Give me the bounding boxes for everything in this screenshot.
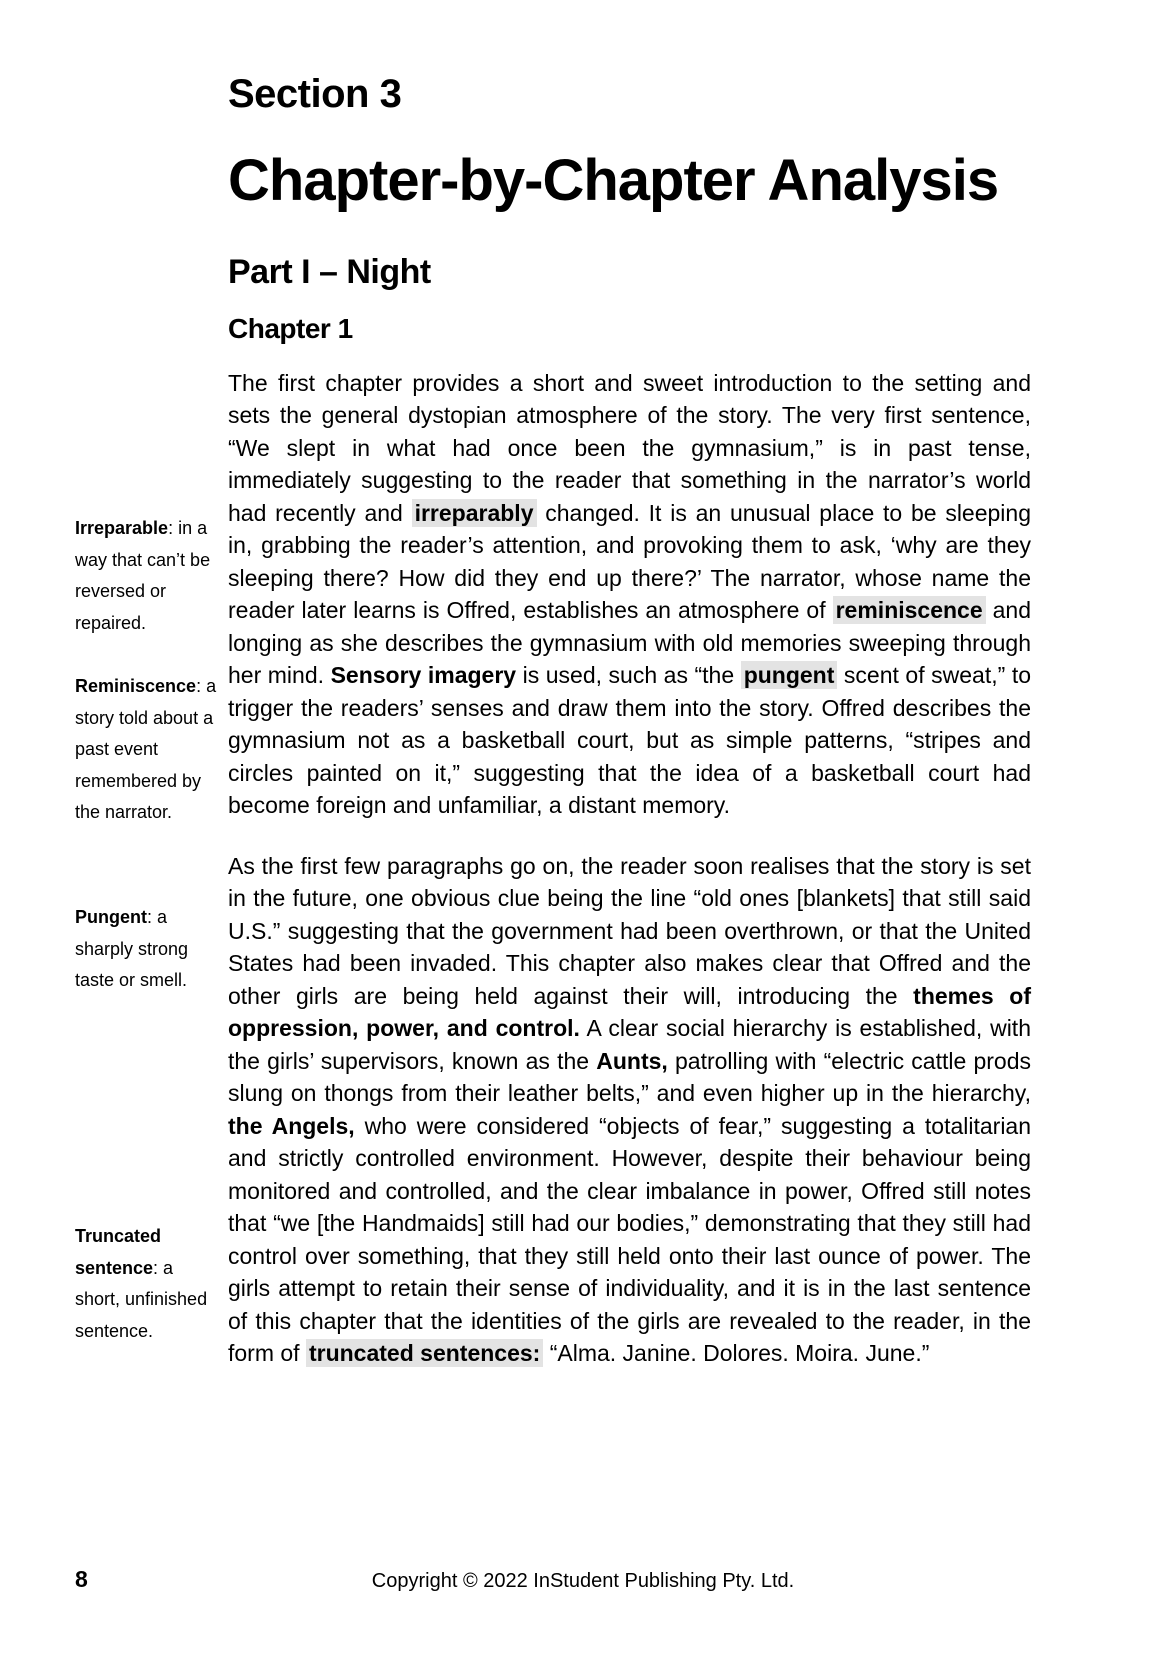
note-definition: : a story told about a past event remembered by the narrator. bbox=[75, 676, 217, 822]
page-title: Chapter-by-Chapter Analysis bbox=[228, 148, 999, 213]
body-text: “Alma. Janine. Dolores. Moira. June.” bbox=[543, 1340, 930, 1367]
body-text: is used, such as “the bbox=[516, 662, 741, 689]
body-paragraph-1 bbox=[228, 367, 1031, 822]
body-text: and longing as she describes the gymnasium with old memories sweeping through her mind. bbox=[228, 597, 1032, 689]
body-paragraph-2 bbox=[228, 850, 1031, 1370]
body-text: A clear social hierarchy is established, with the girls’ supervisors, known as the bbox=[228, 1015, 1031, 1074]
note-definition: : a sharply strong taste or smell. bbox=[75, 907, 189, 990]
margin-note-pungent bbox=[75, 902, 217, 997]
body-text: As the first few paragraphs go on, the reader soon realises that the story is set in the future, one obvious clue being the line “old ones [blankets] that still said U.S.” suggesting that the government had been overthrown, or that the United States had been invaded. This chapter also makes clear that Offred and the other girls are being held against their will, introducing the bbox=[228, 852, 1031, 1009]
margin-note-reminiscence bbox=[75, 671, 217, 829]
note-definition: : a short, unfinished sentence. bbox=[75, 1257, 208, 1341]
margin-note-irreparable bbox=[75, 513, 217, 639]
highlighted-term: reminiscence bbox=[833, 596, 986, 624]
note-definition: : in a way that can’t be reversed or repaired. bbox=[75, 518, 211, 633]
body-text: scent of sweat,” to trigger the readers’ senses and draw them into the story. Offred describes the gymnasium not as a basketball court, but as simple patterns, “stripes and circles painted on it,” suggesting that the idea of a basketball court had become foreign and unfamiliar, a distant memory. bbox=[228, 662, 1032, 819]
page-number: 8 bbox=[75, 1566, 88, 1592]
body-text: who were considered “objects of fear,” suggesting a totalitarian and strictly controlled environment. However, despite their behaviour being monitored and controlled, and the clear imbalance in power, Offred still notes that “we [the Handmaids] still had our bodies,” demonstrating that they still had control over something, that they still held onto their last ounce of power. The girls attempt to retain their sense of individuality, and it is in the last sentence of this chapter that the identities of the girls are revealed to the reader, in the form of bbox=[228, 1112, 1032, 1367]
note-term: Truncated sentence bbox=[75, 1226, 162, 1278]
margin-note-truncated-sentence bbox=[75, 1221, 217, 1347]
main-text-column bbox=[228, 70, 1031, 1370]
bold-term: themes of oppression, power, and control. bbox=[228, 982, 1031, 1042]
part-heading: Part I – Night bbox=[228, 252, 431, 291]
note-term: Pungent bbox=[75, 907, 147, 927]
chapter-heading: Chapter 1 bbox=[228, 313, 353, 345]
note-term: Reminiscence bbox=[75, 676, 197, 696]
bold-term: Sensory imagery bbox=[330, 662, 517, 689]
body-text: changed. It is an unusual place to be sleeping in, grabbing the reader’s attention, and provoking them to ask, ‘why are they sleeping there? How did they end up there?’ The narrator, whose name the reader later learns is Offred, establishes an atmosphere of bbox=[228, 499, 1032, 624]
bold-term: Aunts, bbox=[596, 1047, 668, 1074]
body-text: patrolling with “electric cattle prods slung on thongs from their leather belts,” and even higher up in the hierarchy, bbox=[228, 1047, 1031, 1107]
highlighted-term: irreparably bbox=[412, 499, 537, 527]
highlighted-term: pungent bbox=[741, 661, 838, 689]
body-text: The first chapter provides a short and sweet introduction to the setting and sets the general dystopian atmosphere of the story. The very first sentence, “We slept in what had once been the gymnasium,” is in past tense, immediately suggesting to the reader that something in the narrator’s world had recently and bbox=[228, 369, 1031, 526]
copyright-text: Copyright © 2022 InStudent Publishing Pty. Ltd. bbox=[371, 1570, 795, 1592]
section-label: Section 3 bbox=[228, 72, 402, 116]
bold-term: the Angels, bbox=[228, 1112, 355, 1139]
note-term: Irreparable bbox=[75, 518, 169, 538]
highlighted-term: truncated sentences: bbox=[306, 1339, 543, 1367]
